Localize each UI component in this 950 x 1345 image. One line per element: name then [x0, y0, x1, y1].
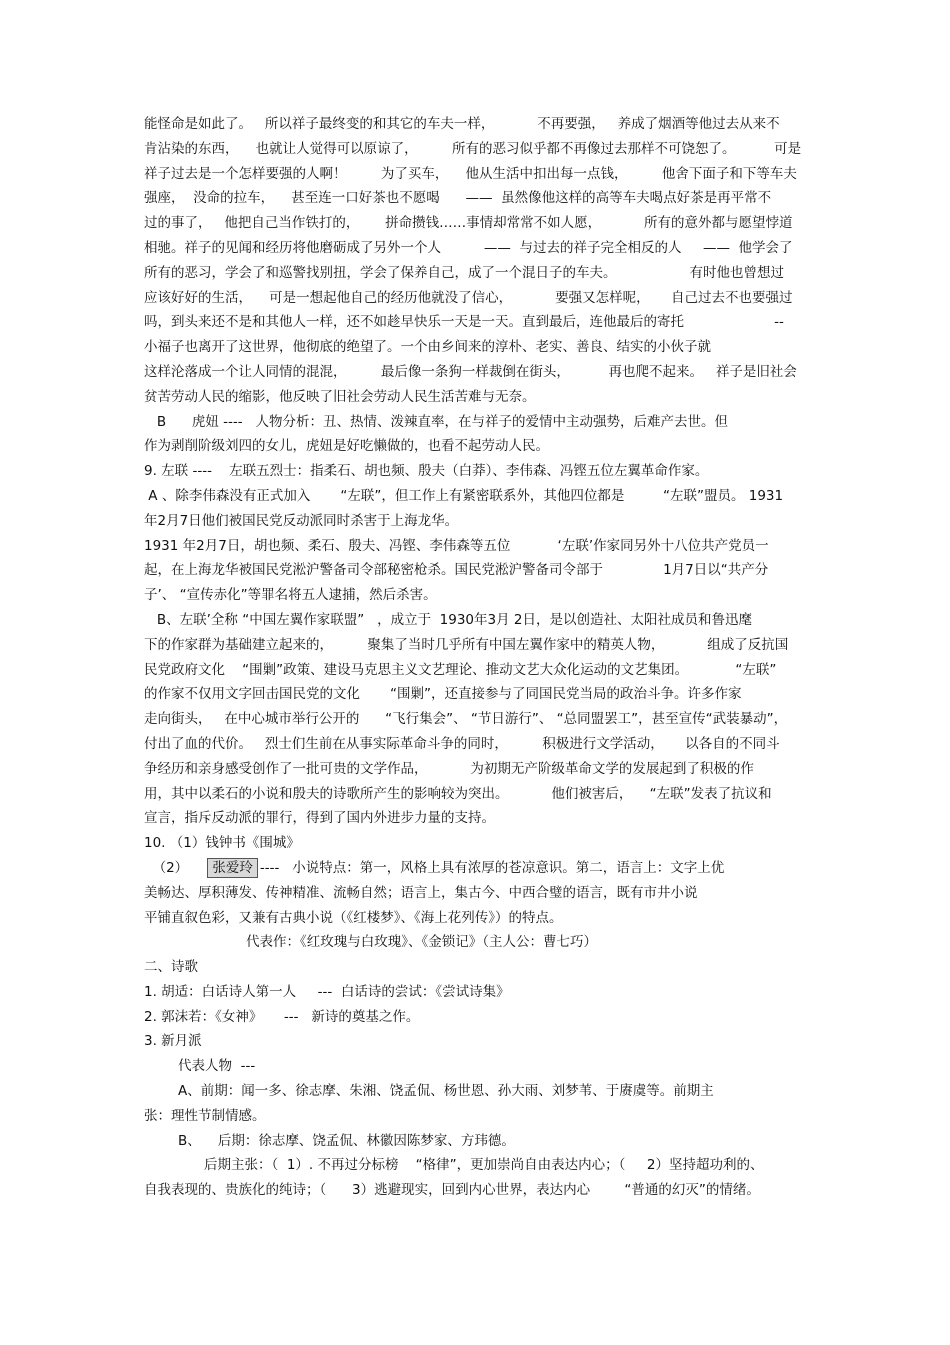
- text-line: 用，其中以柔石的小说和殷夫的诗歌所产生的影响较为突出。 他们被害后， “左联”发表了抗议和: [144, 785, 772, 802]
- text-line: B、 后期：徐志摩、饶孟侃、林徽因陈梦家、方玮德。: [178, 1132, 515, 1149]
- text-line: 小福子也离开了这世界，他彻底的绝望了。一个由乡间来的淳朴、老实、善良、结实的小伙子就: [144, 339, 711, 356]
- text-line: 3. 新月派: [144, 1033, 202, 1050]
- main-text-block: [144, 112, 809, 1203]
- text-line: 自我表现的、贵族化的纯诗；（ 3）逃避现实，回到内心世界，表达内心 “普通的幻灭”的情绪。: [144, 1182, 760, 1199]
- text-line: 吗，到头来还不是和其他人一样，还不如趁早快乐一天是一天。直到最后，连他最后的寄托 --: [144, 314, 784, 331]
- text-line: 1931 年2月7日，胡也频、柔石、殷夫、冯铿、李伟森等五位 ‘左联’作家同另外十八位共产党员一: [144, 537, 769, 554]
- text-line: 贫苦劳动人民的缩影，他反映了旧社会劳动人民生活苦难与无奈。: [144, 388, 536, 405]
- representative-people: 代表人物 ---: [178, 1058, 256, 1075]
- text-line: 所有的恶习，学会了和巡警找别扭，学会了保养自己，成了一个混日子的车夫。 有时他也曾想过: [144, 264, 784, 281]
- text-line: 相驰。祥子的见闻和经历将他磨砺成了另外一个人 —— 与过去的祥子完全相反的人 —— 他学会了: [144, 239, 793, 256]
- text-line: 张：理性节制情感。: [144, 1107, 266, 1124]
- document-page: [144, 112, 809, 1203]
- text-line: 争经历和亲身感受创作了一批可贵的文学作品， 为初期无产阶级革命文学的发展起到了积极的作: [144, 760, 754, 777]
- representative-works: 代表作：《红玫瑰与白玫瑰》、《金锁记》（主人公：曹七巧）: [246, 934, 597, 951]
- text-line: 宣言，指斥反动派的罪行，得到了国内外进步力量的支持。: [144, 810, 495, 827]
- text-line: 起，在上海龙华被国民党淞沪警备司令部秘密枪杀。国民党淞沪警备司令部于 1月7日以“共产分: [144, 562, 769, 579]
- text-line: 的作家不仅用文字回击国民党的文化 “围剿”，还直接参与了同国民党当局的政治斗争。许多作家: [144, 686, 742, 703]
- text-line: 1. 胡适：白话诗人第一人 --- 白话诗的尝试：《尝试诗集》: [144, 983, 510, 1000]
- section-heading-zuolian: 9. 左联 ---- 左联五烈士：指柔石、胡也频、殷夫（白莽）、李伟森、冯铿五位左翼革命作家。: [144, 463, 709, 480]
- zhang-ailing-line: [144, 856, 809, 881]
- text-line: 作为剥削阶级刘四的女儿，虎妞是好吃懒做的，也看不起劳动人民。: [144, 438, 549, 455]
- text-line: 下的作家群为基础建立起来的， 聚集了当时几乎所有中国左翼作家中的精英人物， 组成了反抗国: [144, 636, 789, 653]
- zhang-suffix: ---- 小说特点：第一，风格上具有浓厚的苍凉意识。第二，语言上：文字上优: [259, 859, 725, 876]
- text-line: 美畅达、厚积薄发、传神精准、流畅自然；语言上，集古今、中西合璧的语言，既有市井小说: [144, 884, 698, 901]
- text-line: 这样沦落成一个让人同情的混混， 最后像一条狗一样裁倒在街头， 再也爬不起来。 祥子是旧社会: [144, 363, 797, 380]
- text-line: 祥子过去是一个怎样要强的人啊！ 为了买车， 他从生活中扣出每一点钱， 他舍下面子和下等车夫: [144, 165, 797, 182]
- text-line: 后期主张：（ 1）. 不再过分标榜 “格律”，更加崇尚自由表达内心；（ 2）坚持超功利的、: [204, 1157, 764, 1174]
- text-line: 付出了血的代价。 烈士们生前在从事实际革命斗争的同时， 积极进行文学活动， 以各自的不同斗: [144, 735, 780, 752]
- text-line: 年2月7日他们被国民党反动派同时杀害于上海龙华。: [144, 512, 459, 529]
- text-line: A、前期：闻一多、徐志摩、朱湘、饶孟侃、杨世恩、孙大雨、刘梦苇、于赓虞等。前期主: [178, 1083, 714, 1100]
- text-line: 2. 郭沫若：《女神》 --- 新诗的奠基之作。: [144, 1008, 420, 1025]
- text-line: B、左联’全称 “中国左翼作家联盟” ，成立于 1930年3月 2日，是以创造社、太阳社成员和鲁迅麾: [144, 611, 752, 628]
- text-line: B 虎妞 ---- 人物分析：丑、热情、泼辣直率，在与祥子的爱情中主动强势，后难产去世。但: [144, 413, 729, 430]
- text-line: 过的事了， 他把自己当作铁打的， 拼命攒钱……事情却常常不如人愿， 所有的意外都与愿望悖道: [144, 215, 793, 232]
- highlighted-name-box[interactable]: 张爱玲: [207, 858, 258, 878]
- section-heading-10: 10. （1）钱钟书《围城》: [144, 835, 300, 852]
- text-line: 能怪命是如此了。 所以祥子最终变的和其它的车夫一样， 不再要强， 养成了烟酒等他过去从来不: [144, 116, 780, 132]
- text-line: 民党政府文化 “围剿”政策、建设马克思主义文艺理论、推动文艺大众化运动的文艺集团。 “左联”: [144, 661, 777, 678]
- text-line: A 、除李伟森没有正式加入 “左联”，但工作上有紧密联系外，其他四位都是 “左联”盟员。 1931: [144, 487, 784, 504]
- text-line: 走向街头， 在中心城市举行公开的 “飞行集会”、 “节日游行”、 “总同盟罢工”，甚至宣传“武装暴动”，: [144, 711, 788, 728]
- text-line: 子’、 “宣传赤化”等罪名将五人逮捕，然后杀害。: [144, 587, 437, 604]
- section-heading-poetry: 二、诗歌: [144, 959, 198, 976]
- text-line: 肯沾染的东西， 也就让人觉得可以原谅了， 所有的恶习似乎都不再像过去那样不可饶恕了。 可是: [144, 140, 802, 157]
- text-line: 强座， 没命的拉车， 甚至连一口好茶也不愿喝 —— 虽然像他这样的高等车夫喝点好茶是再平常不: [144, 190, 772, 207]
- zhang-prefix: （2）: [144, 859, 206, 876]
- text-line: 应该好好的生活， 可是一想起他自己的经历他就没了信心， 要强又怎样呢， 自己过去不也要强过: [144, 289, 793, 306]
- text-line: 平铺直叙色彩，又兼有古典小说（《红楼梦》、《海上花列传》）的特点。: [144, 909, 563, 926]
